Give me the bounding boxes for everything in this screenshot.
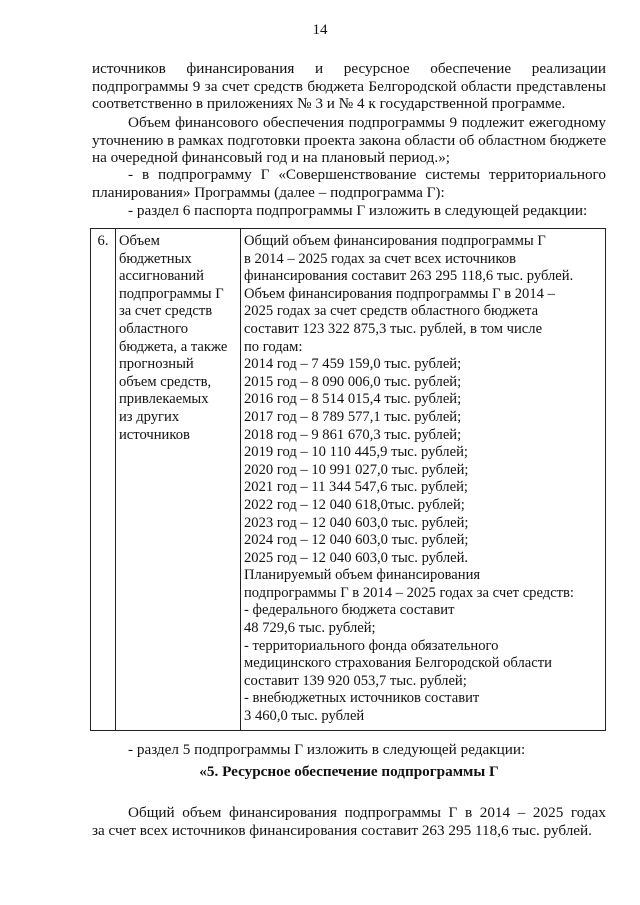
label-line: бюджетных — [119, 250, 192, 267]
text-line: уточнению в рамках подготовки проекта закона области об областном бюджете — [92, 131, 607, 149]
content-line: Общий объем финансирования подпрограммы Г — [244, 233, 546, 249]
content-cell — [241, 229, 606, 731]
passport-instruction — [92, 202, 606, 220]
label-line: из других — [119, 408, 180, 425]
content-line: подпрограммы Г в 2014 – 2025 годах за счет средств: — [244, 584, 574, 601]
funding-paragraph — [92, 114, 606, 167]
content-line: составит 139 920 053,7 тыс. рублей; — [244, 672, 467, 689]
content-line: Объем финансирования подпрограммы Г в 2014 – — [244, 285, 555, 302]
page-number: 14 — [312, 22, 328, 38]
label-line: объем средств, — [119, 373, 212, 390]
content-line: 2023 год – 12 040 603,0 тыс. рублей; — [244, 514, 469, 531]
text-line: Объем финансового обеспечения подпрограммы 9 подлежит ежегодному — [128, 114, 606, 131]
label-line: бюджета, а также — [119, 338, 228, 355]
content-line: - территориального фонда обязательного — [244, 637, 499, 654]
label-line: привлекаемых — [119, 391, 209, 408]
text-line: за счет всех источников финансирования составит 263 295 118,6 тыс. рублей. — [92, 821, 592, 839]
content-line: 2014 год – 7 459 159,0 тыс. рублей; — [244, 356, 462, 373]
subprogram-paragraph — [92, 166, 606, 201]
passport-table — [90, 228, 606, 731]
text-line: - раздел 5 подпрограммы Г изложить в следующей редакции: — [128, 741, 526, 758]
content-line: 3 460,0 тыс. рублей — [244, 708, 365, 725]
label-line: подпрограммы Г — [119, 285, 224, 302]
label-line: Объем — [119, 233, 160, 249]
text-line: на очередной финансовый год и на плановый период.»; — [92, 149, 451, 167]
content-line: 2015 год – 8 090 006,0 тыс. рублей; — [244, 373, 462, 390]
content-line: 2024 год – 12 040 603,0 тыс. рублей; — [244, 532, 469, 549]
content-line: 2025 годах за счет средств областного бюджета — [244, 303, 539, 320]
content-line: - федерального бюджета составит — [244, 602, 455, 619]
text-line: - раздел 6 паспорта подпрограммы Г изложить в следующей редакции: — [128, 202, 588, 219]
content-line: Планируемый объем финансирования — [244, 567, 481, 584]
section5-instruction — [92, 741, 606, 759]
content-line: 2016 год – 8 514 015,4 тыс. рублей; — [244, 391, 462, 408]
label-line: источников — [119, 426, 190, 443]
text-line: Общий объем финансирования подпрограммы Г в 2014 – 2025 годах — [128, 804, 606, 821]
label-line: прогнозный — [119, 356, 194, 373]
text-line: планирования» Программы (далее – подпрограмма Г): — [92, 183, 445, 201]
intro-paragraph — [92, 60, 606, 113]
label-line: ассигнований — [119, 268, 204, 285]
content-line: 2021 год – 11 344 547,6 тыс. рублей; — [244, 479, 468, 496]
content-line: медицинского страхования Белгородской области — [244, 655, 552, 672]
content-line: 2022 год – 12 040 618,0тыс. рублей; — [244, 496, 465, 513]
content-line: в 2014 – 2025 годах за счет всех источников — [244, 250, 516, 267]
section-heading: «5. Ресурсное обеспечение подпрограммы Г — [199, 763, 499, 780]
table-row — [91, 229, 606, 731]
text-line: источников финансирования и ресурсное обеспечение реализации — [92, 60, 606, 77]
row-number-cell — [91, 229, 116, 731]
content-line: 2025 год – 12 040 603,0 тыс. рублей. — [244, 549, 469, 566]
content-line: финансирования составит 263 295 118,6 тыс. рублей. — [244, 268, 574, 285]
content-line: 2017 год – 8 789 577,1 тыс. рублей; — [244, 408, 462, 425]
text-line: подпрограммы 9 за счет средств бюджета Белгородской области представлены — [92, 77, 606, 95]
content-line: 2018 год – 9 861 670,3 тыс. рублей; — [244, 426, 462, 443]
content-line: 48 729,6 тыс. рублей; — [244, 620, 376, 637]
content-line: - внебюджетных источников составит — [244, 690, 480, 707]
final-paragraph — [92, 804, 606, 839]
content-line: составит 123 322 875,3 тыс. рублей, в том числе — [244, 320, 543, 337]
text-line: соответственно в приложениях № 3 и № 4 к государственной программе. — [92, 95, 566, 113]
label-line: областного — [119, 320, 188, 337]
content-line: 2019 год – 10 110 445,9 тыс. рублей; — [244, 444, 468, 461]
text-line: - в подпрограмму Г «Совершенствование системы территориального — [128, 166, 606, 183]
content-line: по годам: — [244, 338, 303, 355]
content-line: 2020 год – 10 991 027,0 тыс. рублей; — [244, 461, 469, 478]
label-line: за счет средств — [119, 303, 213, 320]
row-number: 6. — [97, 233, 109, 249]
label-cell — [116, 229, 241, 731]
